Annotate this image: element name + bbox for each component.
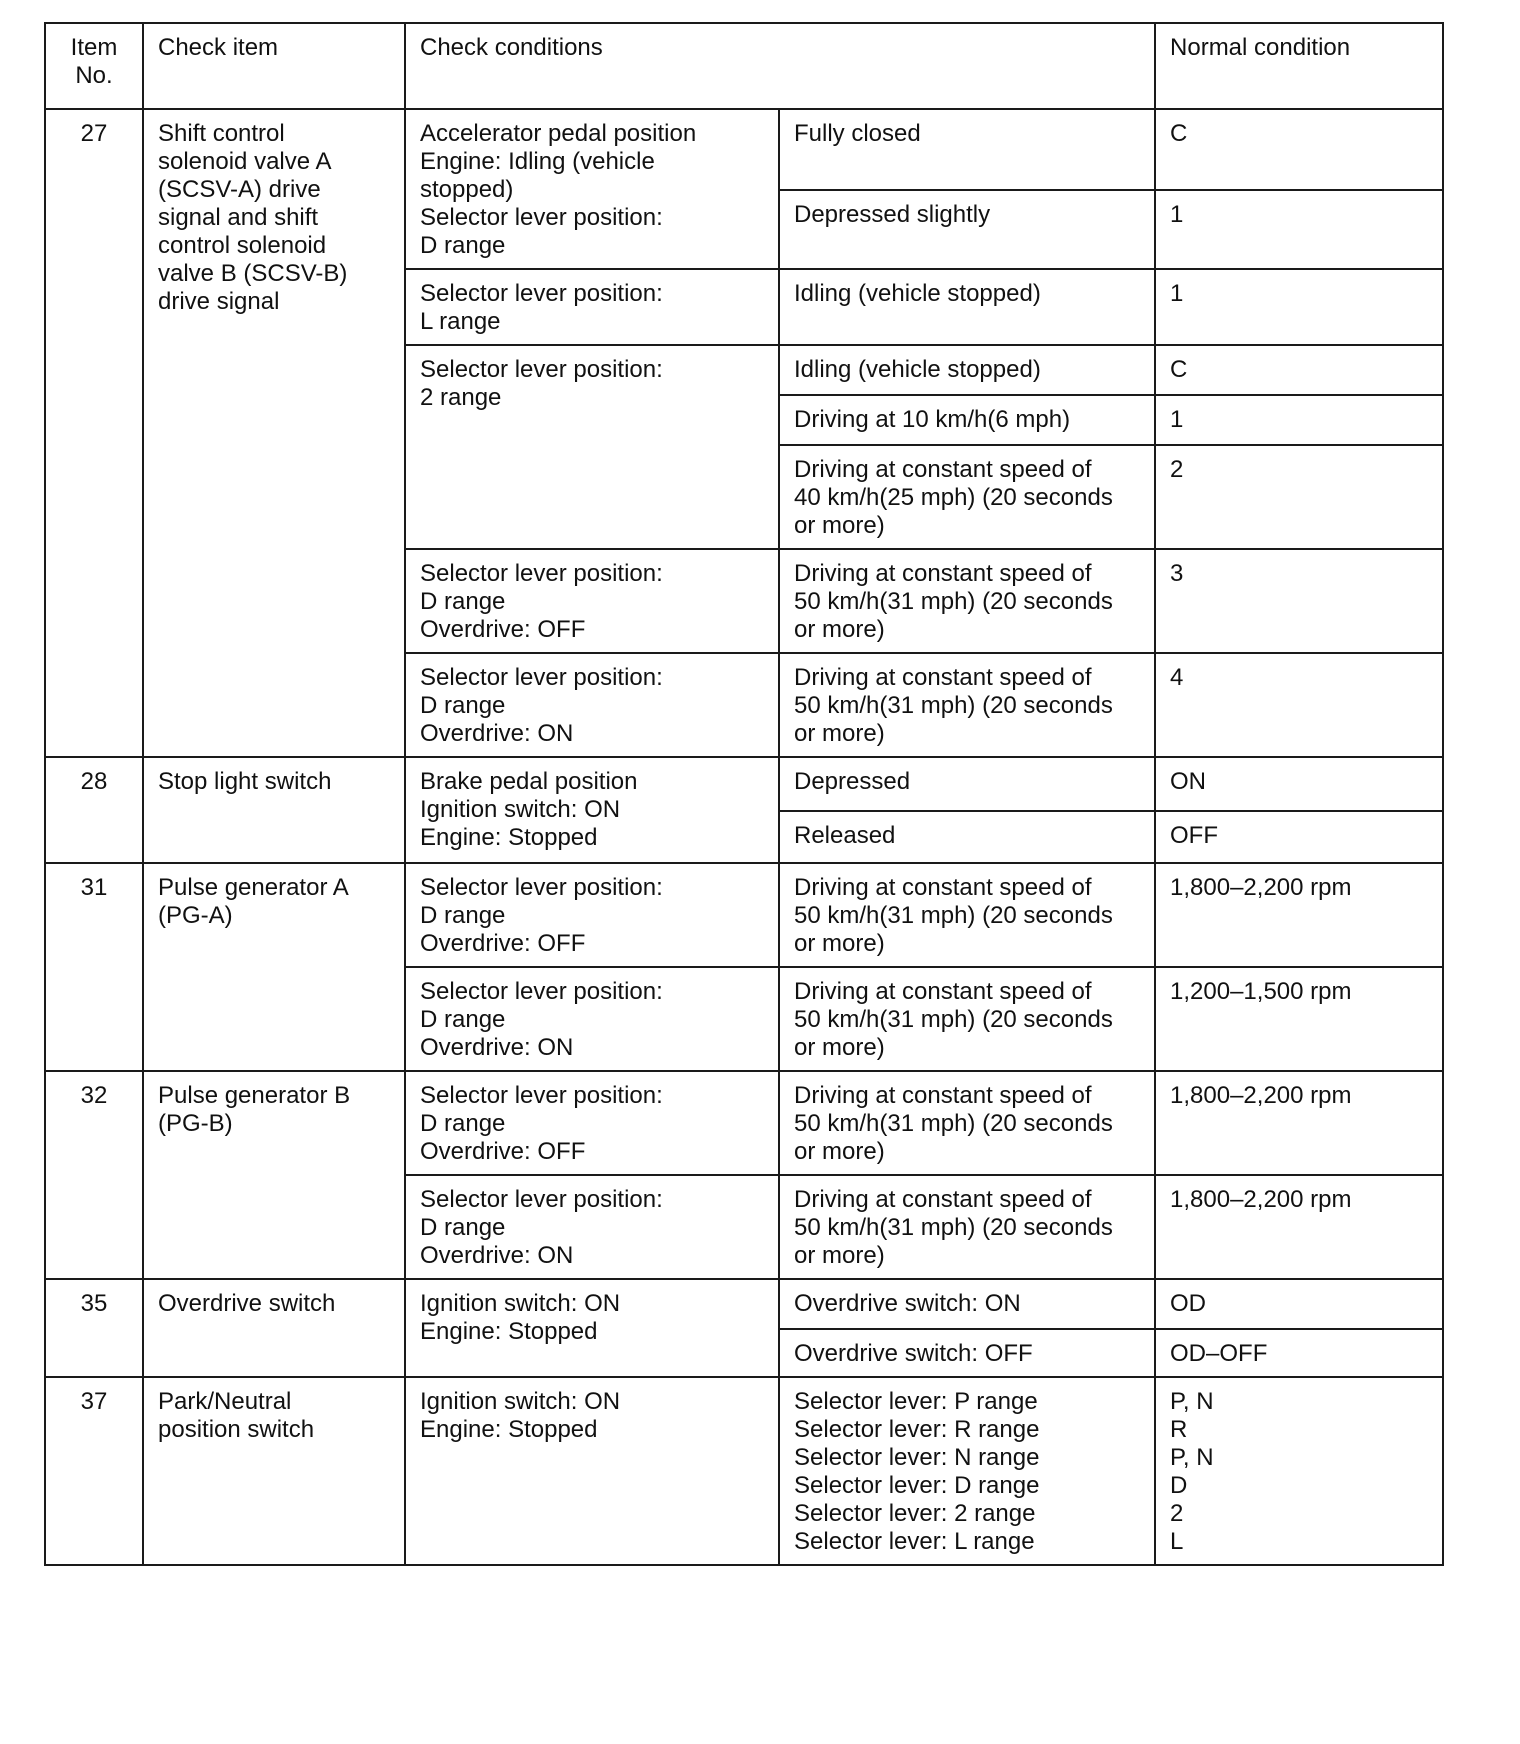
check-condition-line: L range <box>420 308 501 335</box>
check-item-line: drive signal <box>158 288 280 315</box>
check-condition <box>405 863 779 967</box>
check-item <box>143 1279 405 1377</box>
check-condition-line: D range <box>420 1006 506 1033</box>
normal-condition-line: C <box>1170 356 1188 383</box>
check-item <box>143 109 405 757</box>
check-item-line: Stop light switch <box>158 768 332 795</box>
sub-condition-line: 50 km/h(31 mph) (20 seconds <box>794 1006 1113 1033</box>
check-condition-line: D range <box>420 692 506 719</box>
check-item-line: (PG-A) <box>158 902 233 929</box>
item-number: 37 <box>45 1377 143 1565</box>
check-item-line: Pulse generator A <box>158 874 349 901</box>
table-row <box>45 1071 1443 1175</box>
sub-condition-line: Driving at constant speed of <box>794 560 1092 587</box>
table-header <box>45 23 1443 109</box>
sub-condition <box>779 549 1155 653</box>
check-condition-line: Selector lever position: <box>420 978 663 1005</box>
normal-condition-line: 1 <box>1170 201 1184 229</box>
sub-condition <box>779 811 1155 863</box>
sub-condition <box>779 109 1155 190</box>
normal-condition-line: 2 <box>1170 1500 1184 1527</box>
check-condition <box>405 549 779 653</box>
normal-condition-line: 2 <box>1170 456 1184 483</box>
normal-condition-line: P, N <box>1170 1388 1214 1415</box>
header-item-no-line-1: Item <box>70 34 118 61</box>
check-condition <box>405 109 779 269</box>
check-table <box>44 22 1444 1566</box>
normal-condition <box>1155 395 1443 445</box>
sub-condition <box>779 1175 1155 1279</box>
normal-condition-line: 1,200–1,500 rpm <box>1170 978 1352 1005</box>
table-row <box>45 757 1443 811</box>
normal-condition <box>1155 109 1443 190</box>
sub-condition-line: Selector lever: P range <box>794 1388 1038 1415</box>
header-row <box>45 23 1443 109</box>
sub-condition-line: 50 km/h(31 mph) (20 seconds <box>794 588 1113 615</box>
check-condition <box>405 967 779 1071</box>
sub-condition-line: 50 km/h(31 mph) (20 seconds <box>794 1110 1113 1137</box>
check-condition-line: Ignition switch: ON <box>420 796 621 823</box>
normal-condition <box>1155 863 1443 967</box>
check-item-line: Overdrive switch <box>158 1290 336 1317</box>
check-item-line: solenoid valve A <box>158 148 332 175</box>
sub-condition-line: Driving at 10 km/h(6 mph) <box>794 406 1071 433</box>
sub-condition-line: Depressed slightly <box>794 201 991 229</box>
item-number: 28 <box>45 757 143 863</box>
check-condition-line: Engine: Stopped <box>420 824 598 851</box>
check-condition-line: Overdrive: OFF <box>420 1138 586 1165</box>
check-item-line: Shift control <box>158 120 285 147</box>
check-item-line: (PG-B) <box>158 1110 233 1137</box>
sub-condition-line: or more) <box>794 512 885 539</box>
inspection-sheet <box>44 22 1442 1566</box>
check-item-line: signal and shift <box>158 204 319 231</box>
sub-condition <box>779 269 1155 345</box>
header-normal-condition: Normal condition <box>1155 23 1443 109</box>
normal-condition-line: C <box>1170 120 1188 147</box>
normal-condition-line: D <box>1170 1472 1188 1499</box>
header-item-no-line-2: No. <box>75 62 113 89</box>
table-row <box>45 1279 1443 1329</box>
check-item <box>143 1377 405 1565</box>
sub-condition-line: 50 km/h(31 mph) (20 seconds <box>794 692 1113 719</box>
normal-condition <box>1155 967 1443 1071</box>
normal-condition-line: ON <box>1170 768 1207 795</box>
sub-condition <box>779 967 1155 1071</box>
sub-condition-line: Driving at constant speed of <box>794 664 1092 691</box>
item-number: 27 <box>45 109 143 757</box>
item-number: 35 <box>45 1279 143 1377</box>
normal-condition <box>1155 190 1443 269</box>
check-item-line: control solenoid <box>158 232 327 259</box>
sub-condition <box>779 445 1155 549</box>
sub-condition-line: Depressed <box>794 768 911 795</box>
sub-condition-line: Fully closed <box>794 120 921 147</box>
table-row <box>45 1377 1443 1565</box>
normal-condition-line: 1,800–2,200 rpm <box>1170 1082 1352 1109</box>
sub-condition-line: Idling (vehicle stopped) <box>794 280 1041 307</box>
normal-condition <box>1155 445 1443 549</box>
check-condition <box>405 1279 779 1377</box>
check-condition-line: Selector lever position: <box>420 204 663 231</box>
check-item-line: valve B (SCSV-B) <box>158 260 348 287</box>
check-condition <box>405 1377 779 1565</box>
check-condition <box>405 757 779 863</box>
normal-condition <box>1155 1329 1443 1377</box>
sub-condition-line: Selector lever: N range <box>794 1444 1040 1471</box>
normal-condition <box>1155 811 1443 863</box>
check-condition-line: stopped) <box>420 176 514 203</box>
check-condition-line: Ignition switch: ON <box>420 1388 621 1415</box>
check-item-line: (SCSV-A) drive <box>158 176 321 203</box>
normal-condition <box>1155 269 1443 345</box>
normal-condition <box>1155 653 1443 757</box>
check-item <box>143 1071 405 1279</box>
sub-condition-line: or more) <box>794 1242 885 1269</box>
check-condition-line: Selector lever position: <box>420 1186 663 1213</box>
check-condition-line: Selector lever position: <box>420 664 663 691</box>
item-number: 32 <box>45 1071 143 1279</box>
normal-condition-line: 1 <box>1170 406 1184 433</box>
check-condition-line: Overdrive: ON <box>420 1034 574 1061</box>
sub-condition <box>779 1329 1155 1377</box>
check-condition <box>405 1071 779 1175</box>
normal-condition-line: 1 <box>1170 280 1184 307</box>
sub-condition-line: Selector lever: R range <box>794 1416 1040 1443</box>
normal-condition <box>1155 549 1443 653</box>
check-condition-line: Selector lever position: <box>420 560 663 587</box>
check-condition-line: Overdrive: ON <box>420 1242 574 1269</box>
check-condition-line: D range <box>420 232 506 259</box>
sub-condition <box>779 190 1155 269</box>
check-condition-line: Engine: Stopped <box>420 1416 598 1443</box>
check-condition-line: Selector lever position: <box>420 280 663 307</box>
check-condition-line: Accelerator pedal position <box>420 120 697 147</box>
sub-condition-line: Idling (vehicle stopped) <box>794 356 1041 383</box>
sub-condition <box>779 653 1155 757</box>
check-condition-line: Selector lever position: <box>420 874 663 901</box>
normal-condition-line: P, N <box>1170 1444 1214 1471</box>
check-item <box>143 863 405 1071</box>
sub-condition-line: Overdrive switch: OFF <box>794 1340 1033 1367</box>
normal-condition <box>1155 1279 1443 1329</box>
sub-condition-line: Selector lever: L range <box>794 1528 1035 1555</box>
check-item-line: Pulse generator B <box>158 1082 351 1109</box>
header-check-conditions: Check conditions <box>405 23 1155 109</box>
sub-condition-line: Driving at constant speed of <box>794 1082 1092 1109</box>
normal-condition-line: 4 <box>1170 664 1184 691</box>
normal-condition-line: 1,800–2,200 rpm <box>1170 874 1352 901</box>
sub-condition-line: or more) <box>794 720 885 747</box>
normal-condition-line: 3 <box>1170 560 1184 587</box>
check-condition-line: Overdrive: ON <box>420 720 574 747</box>
check-condition <box>405 653 779 757</box>
sub-condition-line: or more) <box>794 1138 885 1165</box>
sub-condition-line: or more) <box>794 616 885 643</box>
check-condition-line: D range <box>420 1110 506 1137</box>
check-condition-line: 2 range <box>420 384 502 411</box>
normal-condition <box>1155 345 1443 395</box>
check-condition-line: D range <box>420 1214 506 1241</box>
check-condition-line: Overdrive: OFF <box>420 616 586 643</box>
check-condition <box>405 1175 779 1279</box>
check-item-line: position switch <box>158 1416 315 1443</box>
sub-condition-line: Driving at constant speed of <box>794 1186 1092 1213</box>
sub-condition-line: Driving at constant speed of <box>794 978 1092 1005</box>
header-item-no <box>45 23 143 109</box>
sub-condition <box>779 345 1155 395</box>
sub-condition-line: Driving at constant speed of <box>794 456 1092 483</box>
check-condition-line: Ignition switch: ON <box>420 1290 621 1317</box>
normal-condition-line: OD–OFF <box>1170 1340 1268 1367</box>
check-condition-line: Selector lever position: <box>420 356 663 383</box>
check-condition <box>405 269 779 345</box>
table-body <box>45 109 1443 1565</box>
normal-condition <box>1155 757 1443 811</box>
check-condition-line: Overdrive: OFF <box>420 930 586 957</box>
check-condition-line: D range <box>420 902 506 929</box>
check-condition-line: Selector lever position: <box>420 1082 663 1109</box>
sub-condition-line: or more) <box>794 1034 885 1061</box>
sub-condition-line: Selector lever: 2 range <box>794 1500 1036 1527</box>
table-row <box>45 863 1443 967</box>
check-item-line: Park/Neutral <box>158 1388 292 1415</box>
sub-condition-line: Released <box>794 822 896 849</box>
normal-condition-line: OD <box>1170 1290 1207 1317</box>
sub-condition <box>779 1071 1155 1175</box>
check-condition <box>405 345 779 549</box>
item-number: 31 <box>45 863 143 1071</box>
normal-condition-line: 1,800–2,200 rpm <box>1170 1186 1352 1213</box>
normal-condition-line: L <box>1170 1528 1184 1555</box>
check-item <box>143 757 405 863</box>
check-condition-line: Engine: Idling (vehicle <box>420 148 655 175</box>
sub-condition <box>779 863 1155 967</box>
sub-condition-line: Overdrive switch: ON <box>794 1290 1021 1317</box>
sub-condition-line: Selector lever: D range <box>794 1472 1040 1499</box>
check-condition-line: Engine: Stopped <box>420 1318 598 1345</box>
normal-condition <box>1155 1377 1443 1565</box>
sub-condition-line: 50 km/h(31 mph) (20 seconds <box>794 1214 1113 1241</box>
sub-condition <box>779 1377 1155 1565</box>
normal-condition <box>1155 1175 1443 1279</box>
check-condition-line: Brake pedal position <box>420 768 638 795</box>
sub-condition <box>779 395 1155 445</box>
normal-condition <box>1155 1071 1443 1175</box>
sub-condition <box>779 757 1155 811</box>
sub-condition-line: 50 km/h(31 mph) (20 seconds <box>794 902 1113 929</box>
normal-condition-line: R <box>1170 1416 1188 1443</box>
normal-condition-line: OFF <box>1170 822 1219 849</box>
header-check-item: Check item <box>143 23 405 109</box>
sub-condition-line: Driving at constant speed of <box>794 874 1092 901</box>
sub-condition-line: or more) <box>794 930 885 957</box>
sub-condition-line: 40 km/h(25 mph) (20 seconds <box>794 484 1113 511</box>
sub-condition <box>779 1279 1155 1329</box>
check-condition-line: D range <box>420 588 506 615</box>
table-row <box>45 109 1443 190</box>
